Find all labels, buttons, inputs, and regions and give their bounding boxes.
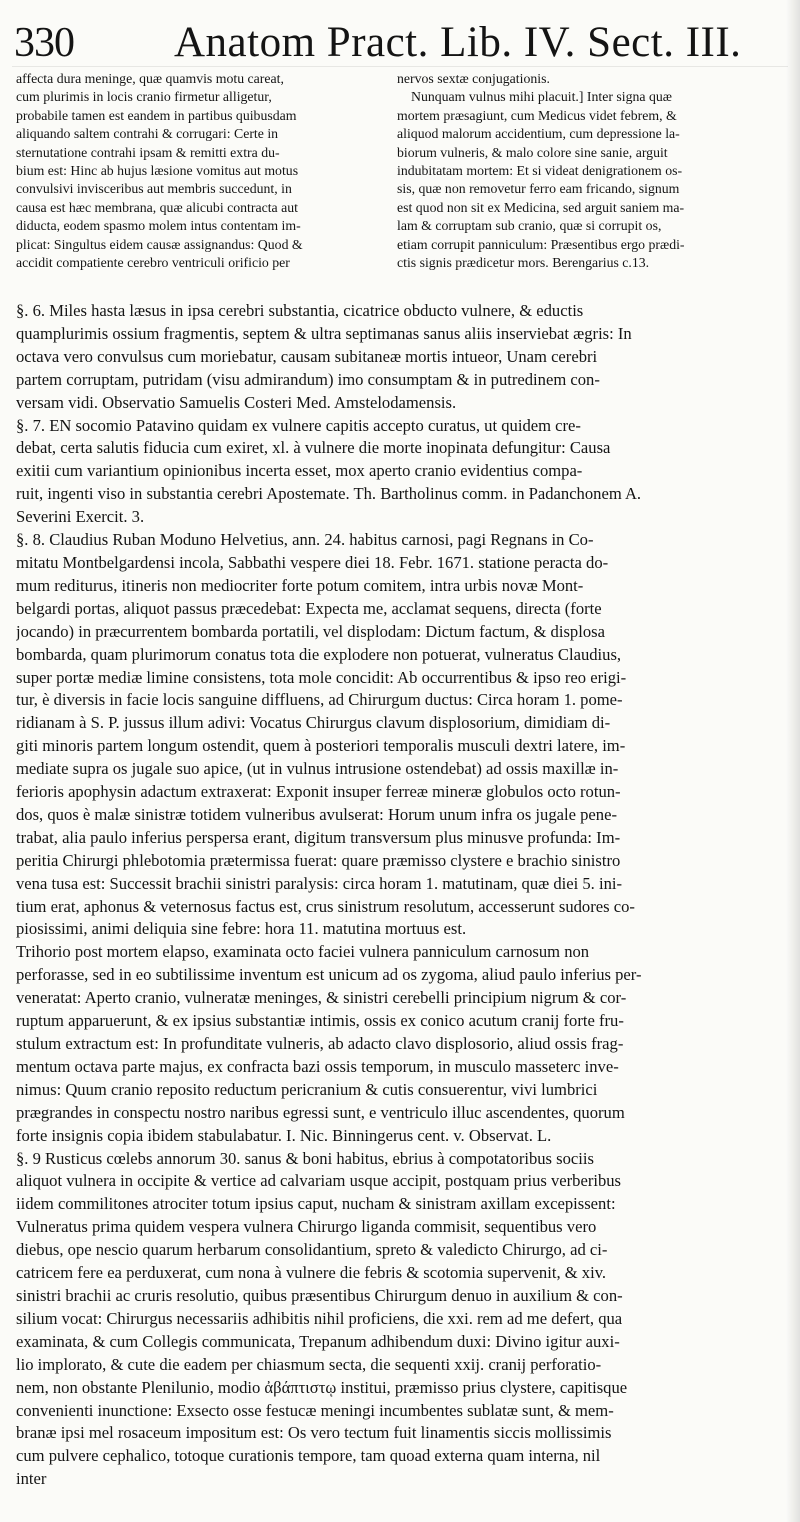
paragraph-9-line: examinata, & cum Collegis communicata, Trepanum adhibendum duxi: Divino igitur auxi-	[16, 1331, 620, 1351]
paragraph-trihorio-line: perforasse, sed in eo subtilissime inventum est unicum ad os zygoma, aliud paulo inferius per-	[16, 965, 642, 985]
paragraph-7-line: exitii cum variantium opinionibus incerta esset, mox aperto cranio evidentius compa-	[16, 461, 583, 481]
paragraph-8-line: ridianam à S. P. jussus illum adivi: Vocatus Chirurgus clavum displosorium, dimidiam di-	[16, 713, 611, 733]
page-number: 330	[14, 20, 74, 66]
left-column-line: causa est hæc membrana, quæ alicubi contracta aut	[16, 199, 298, 215]
paragraph-6-line: versam vidi. Observatio Samuelis Costeri Med. Amstelodamensis.	[16, 392, 457, 412]
paragraph-8-line: mediate supra os jugale suo apice, (ut in vulnus intrusione ostendebat) ad ossis maxillæ in-	[16, 759, 619, 779]
paragraph-8-line: belgardi portas, aliquot passus præcedebat: Expecta me, acclamat sequens, directa (forte	[16, 598, 602, 618]
paragraph-9-line: inter	[16, 1469, 47, 1489]
paragraph-8-line: trabat, alia paulo inferius perspersa erant, digitum transversum plus minusve profunda: Im-	[16, 827, 621, 847]
paragraph-8-line: giti minoris partem longum ostendit, quem à posteriori temporalis musculi dextri latere, im-	[16, 736, 626, 756]
right-column-line: nervos sextæ conjugationis.	[397, 71, 550, 86]
paragraph-8-line: mum rediturus, itineris non mediocriter forte potum comitem, intra urbis novæ Mont-	[16, 575, 584, 595]
paragraph-9-line: branæ ipsi mel rosaceum impositum est: Os vero tectum fuit linamentis siccis mollissimis	[16, 1423, 612, 1443]
paragraph-7-line: §. 7. EN socomio Patavino quidam ex vulnere capitis accepto curatus, ut quidem cre-	[16, 415, 581, 435]
paragraph-9-line: iidem commilitones atrociter totum ipsius caput, nucham & sinistram axillam excepissent:	[16, 1194, 616, 1214]
right-column-line: mortem præsagiunt, cum Medicus videt febrem, &	[397, 107, 677, 123]
paragraph-9-line: silium vocat: Chirurgus necessariis adhibitis nihil proficiens, die xxi. rem ad me defert, qua	[16, 1308, 623, 1328]
paragraph-9-line: sinistri brachii ac cruris resolutio, quibus præsentibus Chirurgum denuo in auxilium & con-	[16, 1285, 623, 1305]
left-column-line: plicat: Singultus eidem causæ assignandus: Quod &	[16, 236, 303, 252]
paragraph-trihorio-line: stulum extractum est: In profunditate vulneris, ab adacto clavo displosorio, aliud ossis frag-	[16, 1034, 624, 1053]
right-column-line: etiam corrupit panniculum: Præsentibus ergo prædi-	[397, 236, 685, 252]
paragraph-6-line: partem corruptam, putridam (visu admirandum) imo consumptam & in putredinem con-	[16, 369, 600, 389]
right-column	[397, 70, 786, 272]
main-text	[16, 300, 790, 1491]
paragraph-9-line: aliquot vulnera in occipite & vertice ad calvariam usque accipit, postquam prius verberibus	[16, 1171, 622, 1191]
paragraph-8-line: ferioris apophysin adactum extraxerat: Exponit insuper ferreæ mineræ globulos octo rotun-	[16, 782, 621, 802]
paragraph-8-line: §. 8. Claudius Ruban Moduno Helvetius, ann. 24. habitus carnosi, pagi Regnans in Co-	[16, 530, 594, 550]
right-column-line: est quod non sit ex Medicina, sed arguit saniem ma-	[397, 199, 685, 215]
paragraph-trihorio-line: ruptum apparuerunt, & ex ipsius substantiæ intimis, ossis ex conico acutum cranij forte fru-	[16, 1011, 624, 1031]
paragraph-trihorio-line: prægrandes in conspectu nostro naribus egressi sunt, e ventriculo illuc ascendentes, quorum	[16, 1102, 625, 1122]
paragraph-trihorio-line: nimus: Quum cranio reposito reductum pericranium & cutis consuerentur, vivi lumbrici	[16, 1079, 598, 1099]
left-column-line: convulsivi invisceribus aut membris succedunt, in	[16, 181, 292, 197]
paragraph-8-line: tium erat, aphonus & veternosus factus est, crus sinistrum resolutum, accesserunt sudores co-	[16, 896, 635, 916]
paragraph-trihorio-line: Trihorio post mortem elapso, examinata octo faciei vulnera panniculum carnosum non	[16, 942, 590, 962]
left-column-line: affecta dura meninge, quæ quamvis motu careat,	[16, 71, 284, 86]
right-column-line: indubitatam mortem: Et si videat denigrationem os-	[397, 163, 683, 179]
paragraph-9-line: lio implorato, & cute die eadem per chiasmum secta, die sequenti xxij. cranij perforatio-	[16, 1354, 602, 1374]
paragraph-9-line: cum pulvere cephalico, totoque curationis tempore, tam quoad externa quam interna, nil	[16, 1446, 601, 1466]
paragraph-8-line: super portæ mediæ limine consistens, tota mole concidit: Ab occurrentibus & ipso reo erigi-	[16, 667, 627, 687]
paragraph-8-line: bombarda, quam plurimorum conatus tota die explodere non potuerat, vulneratus Claudius,	[16, 644, 622, 664]
left-column-line: diducta, eodem spasmo molem intus contentam im-	[16, 218, 301, 234]
left-column-line: sternutatione contrahi ipsam & remitti extra du-	[16, 144, 280, 160]
right-column-line: ctis signis prædicetur mors. Berengarius c.13.	[397, 255, 650, 271]
running-title: Anatom Pract. Lib. IV. Sect. III.	[174, 19, 742, 66]
left-column	[16, 70, 394, 272]
paragraph-trihorio-line: veneratat: Aperto cranio, vulneratæ meninges, & sinistri cerebelli principium nigrum & cor-	[16, 988, 627, 1008]
paragraph-9-line: catricem fere ea perduxerat, cum nona à vulnere die febris & scotomia supervenit, & xiv.	[16, 1263, 607, 1283]
paragraph-8-line: piosissimi, animi deliquia sine febre: hora 11. matutina mortuus est.	[16, 919, 467, 939]
right-column-line: sis, quæ non removetur ferro eam fricando, signum	[397, 181, 680, 197]
paragraph-6-line: octava vero convulsus cum moriebatur, causam subitaneæ mortis intueor, Unam cerebri	[16, 346, 598, 366]
paragraph-8-line: tur, è diversis in facie locis sanguine diffluens, ad Chirurgum ductus: Circa horam 1. pome-	[16, 690, 623, 710]
paragraph-9-line: convenienti inunctione: Exsecto osse festucæ meningi incumbentes sublatæ sunt, & mem-	[16, 1400, 614, 1420]
right-column-line: Nunquam vulnus mihi placuit.] Inter signa quæ	[411, 89, 672, 105]
left-column-line: probabile tamen est eandem in partibus quibusdam	[16, 107, 297, 123]
header-divider	[12, 66, 788, 67]
paragraph-6-line: quamplurimis ossium fragmentis, septem & ultra septimanas sanus aliis inserviebat ægris: In	[16, 323, 632, 343]
paragraph-8-line: peritia Chirurgi phlebotomia prætermissa fuerat: quare præmisso clystere e brachio sinistro	[16, 850, 621, 870]
paragraph-9-line: Vulneratus prima quidem vespera vulnera Chirurgo liganda commisit, sequentibus vero	[16, 1217, 597, 1237]
paragraph-7-line: Severini Exercit. 3.	[16, 507, 145, 527]
paragraph-7-line: debat, certa salutis fiducia cum exiret, xl. à vulnere die morte inopinata defungitur: Causa	[16, 438, 611, 458]
paragraph-9-line: nem, non obstante Plenilunio, modio ἀβάπτιστῳ institui, præmisso prius clystere, capitisque	[16, 1377, 628, 1397]
two-column-section	[16, 70, 786, 292]
right-column-line: biorum vulneris, & malo colore sine sanie, arguit	[397, 144, 668, 160]
left-column-line: cum plurimis in locis cranio firmetur alligetur,	[16, 89, 272, 105]
paragraph-7-line: ruit, ingenti viso in substantia cerebri Apostemate. Th. Bartholinus comm. in Padanchonem A.	[16, 484, 642, 504]
paragraph-8-line: jocando) in præcurrentem bombarda portatili, vel displodam: Dictum factum, & displosa	[16, 621, 605, 641]
paragraph-9-line: diebus, ope nescio quarum herbarum consolidantium, spreto & valedicto Chirurgo, ad ci-	[16, 1240, 608, 1260]
paragraph-8-line: mitatu Montbelgardensi incola, Sabbathi vespere diei 18. Febr. 1671. statione peracta do-	[16, 552, 609, 572]
paragraph-6-line: §. 6. Miles hasta læsus in ipsa cerebri substantia, cicatrice obducto vulnere, & eductis	[16, 301, 584, 320]
right-column-line: lam & corruptam sub cranio, quæ si corrupit os,	[397, 218, 662, 234]
right-column-line: aliquod malorum accidentium, cum depressione la-	[397, 126, 680, 142]
paragraph-trihorio-line: forte insignis copia ibidem stabulabatur. I. Nic. Binningerus cent. v. Observat. L.	[16, 1125, 552, 1145]
page-header	[14, 16, 784, 68]
left-column-line: accidit compatiente cerebro ventriculi orificio per	[16, 255, 290, 271]
paragraph-8-line: dos, quos è malæ sinistræ totidem vulneribus avulserat: Horum unum infra os jugale pene-	[16, 804, 617, 824]
left-column-line: aliquando saltem contrahi & corrugari: Certe in	[16, 126, 279, 142]
paragraph-trihorio-line: mentum octava parte majus, ex confracta bazi ossis temporum, in musculo masseterc inve-	[16, 1056, 619, 1076]
left-column-line: bium est: Hinc ab hujus læsione vomitus aut motus	[16, 163, 299, 179]
paragraph-8-line: vena tusa est: Successit brachii sinistri paralysis: circa horam 1. matutinam, quæ diei 5. ini-	[16, 873, 622, 893]
paragraph-9-line: §. 9 Rusticus cœlebs annorum 30. sanus & boni habitus, ebrius à compotatoribus sociis	[16, 1148, 594, 1168]
